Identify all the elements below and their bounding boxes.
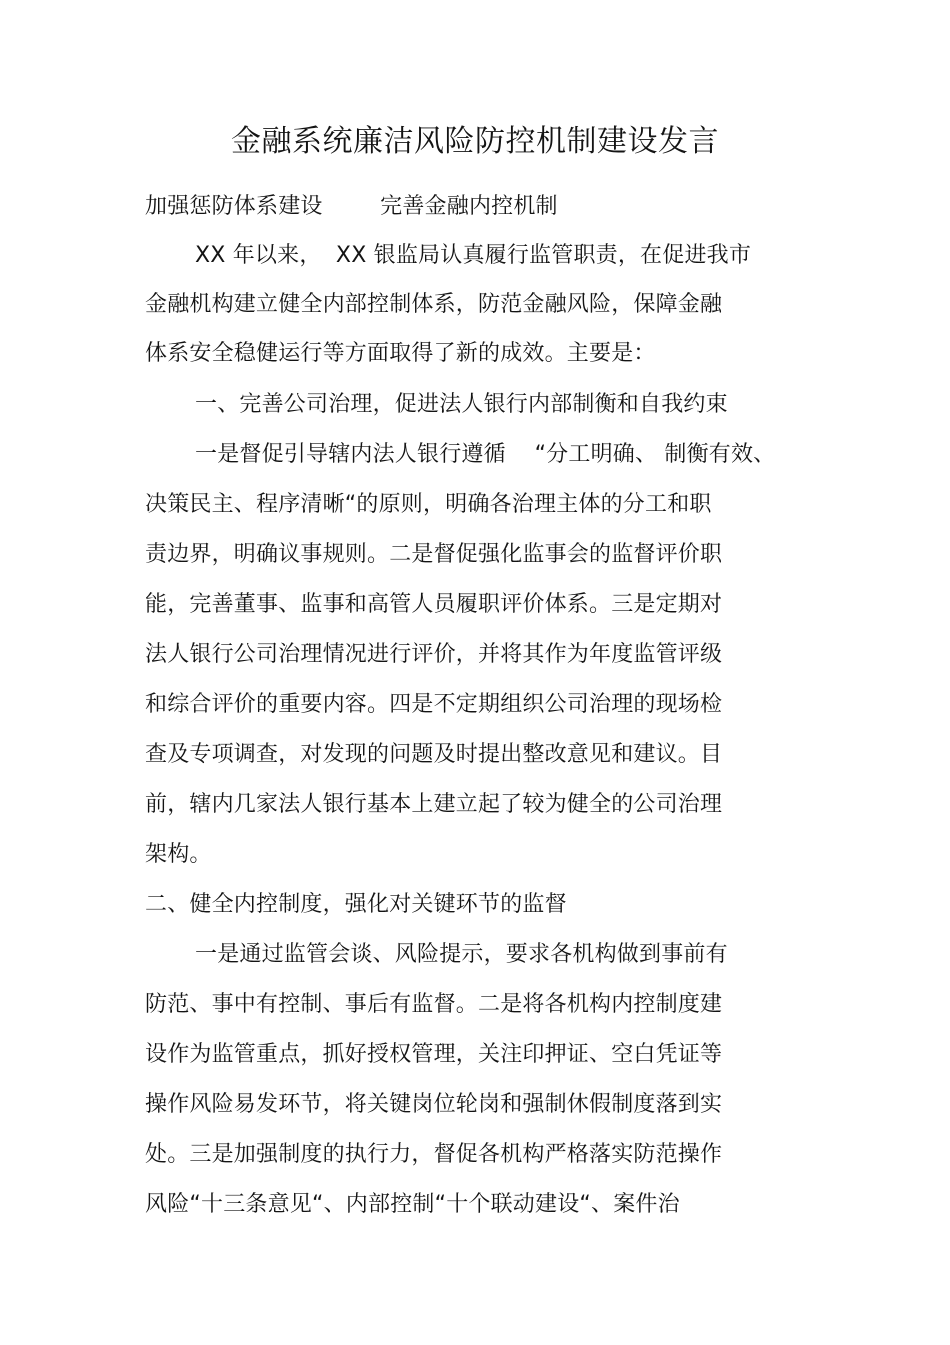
paragraph-line: 一是通过监管会谈、风险提示，要求各机构做到事前有: [195, 942, 728, 967]
paragraph-line: 金融机构建立健全内部控制体系，防范金融风险，保障金融: [145, 292, 723, 317]
paragraph-line: 体系安全稳健运行等方面取得了新的成效。主要是：: [145, 341, 656, 366]
section-heading: 二、健全内控制度，强化对关键环节的监督: [145, 892, 567, 917]
paragraph-line: 一是督促引导辖内法人银行遵循 “分工明确、 制衡有效、: [195, 442, 776, 467]
paragraph-line: 风险“十三条意见“、内部控制“十个联动建设“、案件治: [145, 1192, 680, 1217]
paragraph-line: 和综合评价的重要内容。四是不定期组织公司治理的现场检: [145, 692, 723, 717]
paragraph-line: 决策民主、程序清晰“的原则，明确各治理主体的分工和职: [145, 492, 712, 517]
paragraph-line: 法人银行公司治理情况进行评价，并将其作为年度监管评级: [145, 642, 723, 667]
section-heading: 一、完善公司治理，促进法人银行内部制衡和自我约束: [195, 392, 728, 417]
paragraph-line: 处。三是加强制度的执行力，督促各机构严格落实防范操作: [145, 1142, 723, 1167]
paragraph-line: 设作为监管重点，抓好授权管理，关注印押证、空白凭证等: [145, 1042, 723, 1067]
document-subtitle: 加强惩防体系建设 完善金融内控机制: [145, 194, 558, 219]
paragraph-line: 前，辖内几家法人银行基本上建立起了较为健全的公司治理: [145, 792, 723, 817]
paragraph-line: 能，完善董事、监事和高管人员履职评价体系。三是定期对: [145, 592, 723, 617]
paragraph-line: XX 年以来， XX 银监局认真履行监管职责，在促进我市: [195, 243, 752, 268]
paragraph-line: 查及专项调查，对发现的问题及时提出整改意见和建议。目: [145, 742, 723, 767]
document-title: 金融系统廉洁风险防控机制建设发言: [231, 124, 719, 159]
paragraph-line: 操作风险易发环节，将关键岗位轮岗和强制休假制度落到实: [145, 1092, 723, 1117]
paragraph-line: 防范、事中有控制、事后有监督。二是将各机构内控制度建: [145, 992, 723, 1017]
paragraph-line: 责边界，明确议事规则。二是督促强化监事会的监督评价职: [145, 542, 723, 567]
paragraph-line: 架构。: [145, 842, 212, 867]
